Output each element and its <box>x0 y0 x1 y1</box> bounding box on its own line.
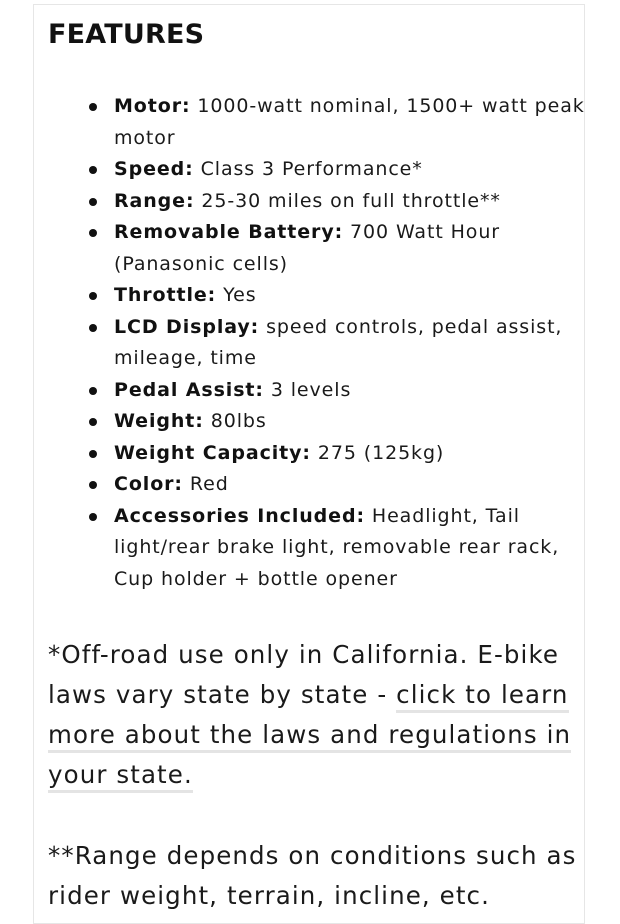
feature-key: Color: <box>114 473 183 495</box>
feature-item-weight <box>114 406 594 438</box>
feature-value: Red <box>182 473 229 495</box>
feature-key: Weight: <box>114 410 204 432</box>
state-laws-link[interactable]: click to learn more about the laws and regulations in your state. <box>48 680 571 793</box>
feature-item-motor <box>114 91 594 154</box>
feature-key: LCD Display: <box>114 315 260 338</box>
feature-item-range <box>114 186 594 218</box>
bullet-icon <box>89 292 97 300</box>
feature-value: 3 levels <box>263 378 352 401</box>
feature-key: Accessories Included: <box>114 504 365 527</box>
feature-value: Yes <box>216 284 257 306</box>
feature-key: Throttle: <box>114 284 217 306</box>
bullet-icon <box>89 450 97 458</box>
feature-item-color <box>114 469 594 501</box>
feature-key: Range: <box>114 189 195 212</box>
feature-value: 700 Watt Hour (Panasonic cells) <box>114 221 500 275</box>
feature-item-battery <box>114 217 594 280</box>
feature-key: Motor: <box>114 95 191 117</box>
features-list <box>48 91 594 595</box>
feature-value: speed controls, pedal assist, mileage, time <box>114 315 563 369</box>
offroad-note-text: *Off-road use only in California. E-bike laws vary state by state - <box>48 640 560 709</box>
bullet-icon <box>89 481 97 489</box>
feature-value: Headlight, Tail light/rear brake light, removable rear rack, Cup holder + bottle opener <box>114 504 560 590</box>
feature-value: 25-30 miles on full throttle** <box>194 189 501 212</box>
feature-key: Removable Battery: <box>114 221 344 243</box>
feature-value: Class 3 Performance* <box>193 158 423 180</box>
feature-item-weight-capacity <box>114 438 594 470</box>
bullet-icon <box>89 198 97 206</box>
bullet-icon <box>89 229 97 237</box>
feature-value: 275 (125kg) <box>310 441 445 464</box>
feature-item-lcd-display <box>114 312 594 375</box>
bullet-icon <box>89 387 97 395</box>
bullet-icon <box>89 324 97 332</box>
feature-value: 1000-watt nominal, 1500+ watt peak motor <box>114 95 585 149</box>
feature-key: Pedal Assist: <box>114 378 264 401</box>
bullet-icon <box>89 513 97 521</box>
bullet-icon <box>89 166 97 174</box>
feature-item-throttle <box>114 280 594 312</box>
features-card <box>33 4 585 924</box>
bullet-icon <box>89 103 97 111</box>
feature-item-accessories <box>114 501 594 596</box>
bullet-icon <box>89 418 97 426</box>
feature-item-pedal-assist <box>114 375 594 407</box>
offroad-note <box>48 635 578 795</box>
feature-key: Speed: <box>114 158 194 180</box>
feature-item-speed <box>114 154 594 186</box>
features-heading: FEATURES <box>48 19 205 50</box>
feature-key: Weight Capacity: <box>114 441 311 464</box>
range-note: **Range depends on conditions such as rider weight, terrain, incline, etc. <box>48 841 577 910</box>
feature-value: 80lbs <box>203 410 267 432</box>
